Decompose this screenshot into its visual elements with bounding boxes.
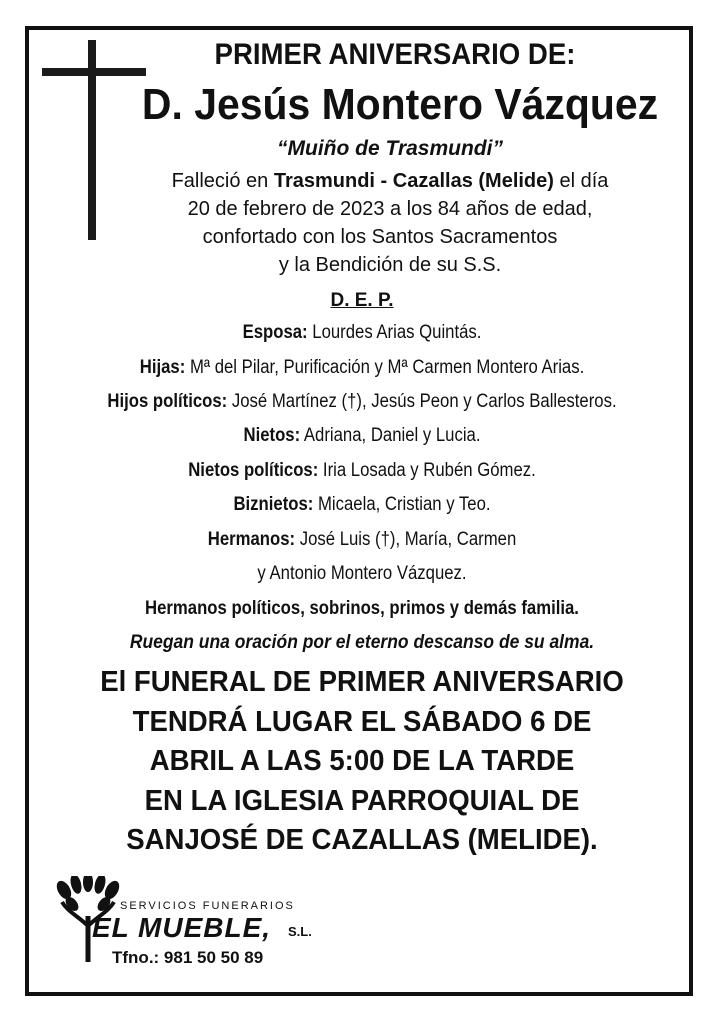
funeral-line: SANJOSÉ DE CAZALLAS (MELIDE). (126, 824, 598, 856)
funeral-line: El FUNERAL DE PRIMER ANIVERSARIO (100, 666, 624, 698)
deceased-name: D. Jesús Montero Vázquez (141, 80, 659, 129)
death-line-2: 20 de febrero de 2023 a los 84 años de edad, (187, 198, 593, 220)
death-line-4: y la Bendición de su S.S. (278, 254, 502, 276)
dep-label: D. E. P. (330, 290, 394, 311)
family-row: Hijas: Mª del Pilar, Purificación y Mª Carmen Montero Arias. (139, 357, 585, 378)
cross-icon (42, 40, 146, 240)
funeral-line: EN LA IGLESIA PARROQUIAL DE (144, 785, 580, 817)
family-row: Nietos: Adriana, Daniel y Lucia. (243, 425, 481, 446)
family-row: Hijos políticos: José Martínez (†), Jesús Peon y Carlos Ballesteros. (107, 391, 617, 412)
family-row: y Antonio Montero Vázquez. (257, 563, 467, 584)
family-rest: Hermanos políticos, sobrinos, primos y demás familia. (145, 598, 579, 619)
family-row: Biznietos: Micaela, Cristian y Teo. (233, 494, 491, 515)
family-row: Esposa: Lourdes Arias Quintás. (242, 322, 482, 343)
family-row: Hermanos: José Luis (†), María, Carmen (207, 529, 517, 550)
brand-name: EL MUEBLE, (92, 912, 272, 943)
brand-subtitle: SERVICIOS FUNERARIOS (120, 900, 295, 912)
death-line-3: confortado con los Santos Sacramentos (202, 226, 558, 248)
anniversary-header: PRIMER ANIVERSARIO DE: (214, 38, 576, 71)
phone-number: Tfno.: 981 50 50 89 (112, 948, 264, 967)
funeral-line: ABRIL A LAS 5:00 DE LA TARDE (149, 745, 575, 777)
prayer-request: Ruegan una oración por el eterno descanso de su alma. (129, 632, 595, 653)
death-line-1: Falleció en Trasmundi - Cazallas (Melide) el día (171, 170, 609, 192)
brand-sl: S.L. (288, 924, 312, 939)
family-row: Nietos políticos: Iria Losada y Rubén Gómez. (188, 460, 536, 481)
nickname: “Muiño de Trasmundi” (277, 137, 503, 160)
funeral-line: TENDRÁ LUGAR EL SÁBADO 6 DE (132, 706, 592, 738)
